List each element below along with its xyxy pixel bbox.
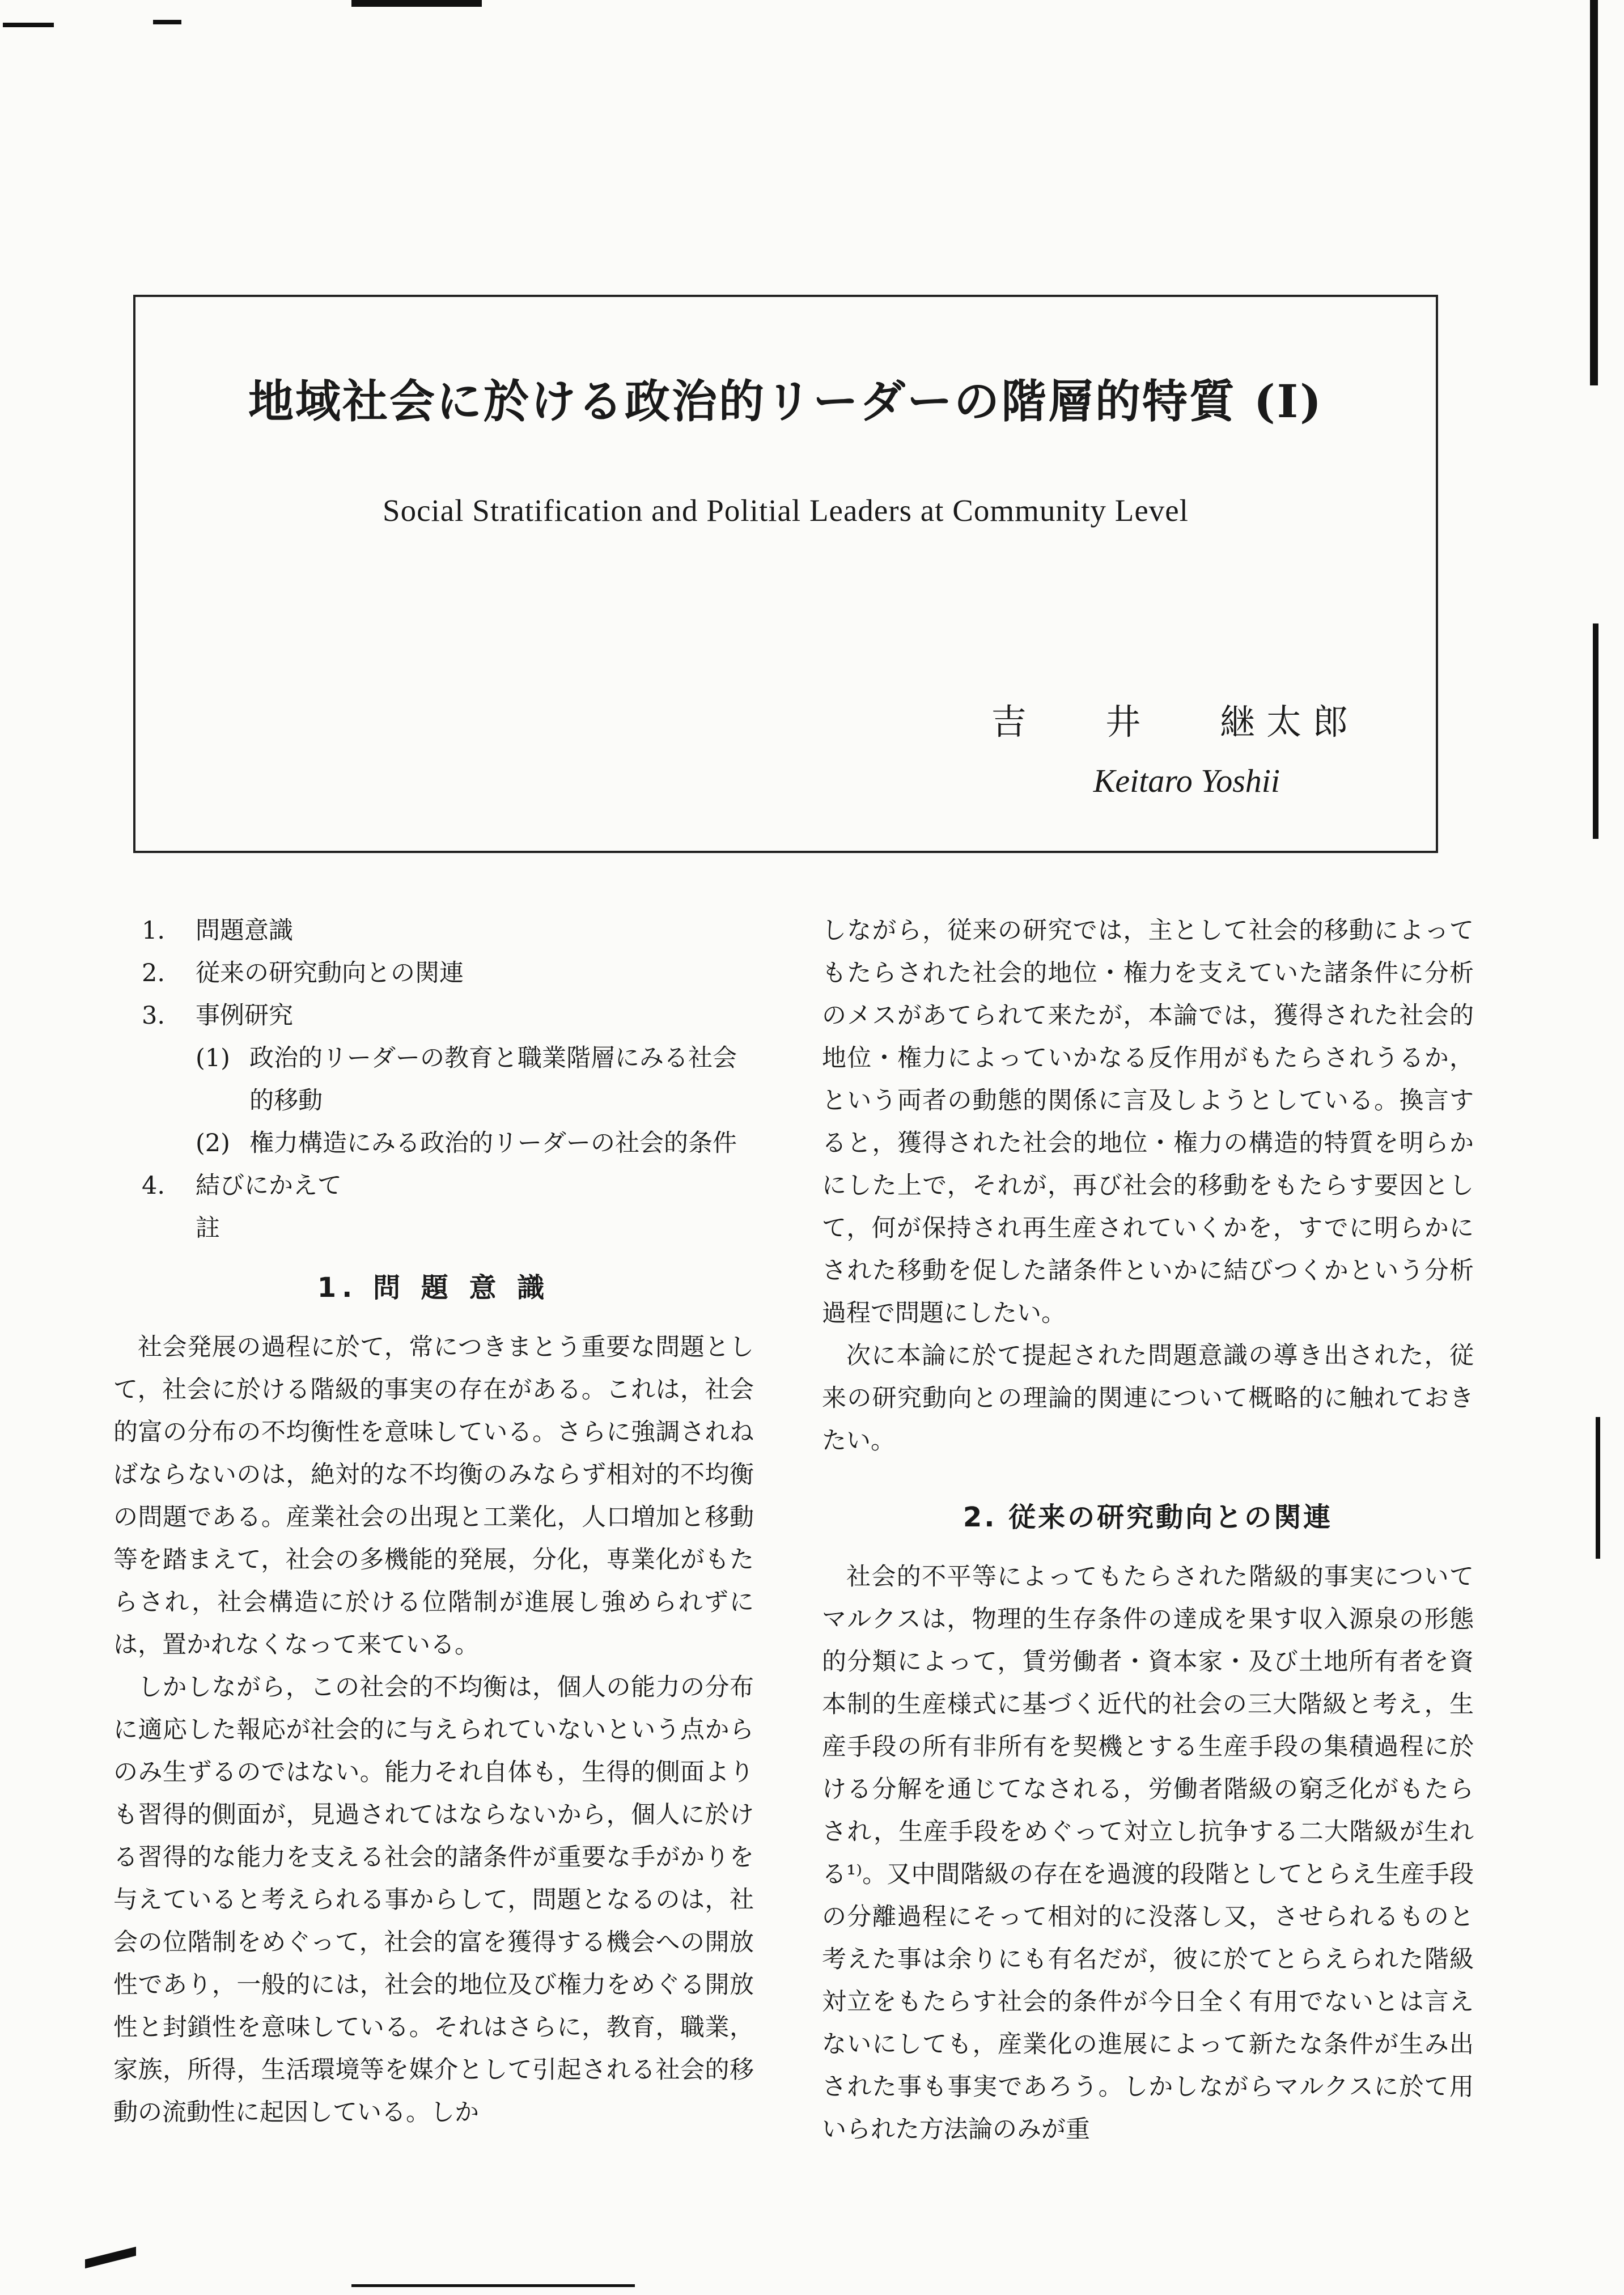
toc-subitem bbox=[113, 1122, 754, 1165]
section-1-paragraph: 次に本論に於て提起された問題意識の導き出された，従来の研究動向との理論的関連について概略的に触れておきたい。 bbox=[822, 1342, 1474, 1455]
toc-item-label: 従来の研究動向との関連 bbox=[196, 959, 464, 987]
toc-item-label: 問題意識 bbox=[196, 917, 293, 945]
author-name-english: Keitaro Yoshii bbox=[1093, 762, 1280, 799]
toc-item-number: 2. bbox=[142, 959, 166, 987]
toc-item-label: 事例研究 bbox=[196, 1002, 293, 1030]
toc-subitem-label: 政治的リーダーの教育と職業階層にみる社会的移動 bbox=[249, 1044, 737, 1115]
toc-item bbox=[113, 995, 754, 1037]
toc-item-number: 1. bbox=[142, 917, 166, 945]
section-2-paragraph: 社会的不平等によってもたらされた階級的事実についてマルクスは，物理的生存条件の達成を果す収入源泉の形態的分類によって，賃労働者・資本家・及び土地所有者を資本制的生産様式に基づく近代的社会の三大階級と考え，生産手段の所有非所有を契機とする生産手段の集積過程に於ける分解を通じてなされる，労働者階級の窮乏化がもたらされ，生産手段をめぐって対立し抗争する二大階級が生れる¹⁾。又中間階級の存在を過渡的段階としてとらえ生産手段の分離過程にそって相対的に没落し又，させられるものと考えた事は余りにも有名だが，彼に於てとらえられた階級対立をもたらす社会的条件が今日全く有用でないとは言えないにしても，産業化の進展によって新たな条件が生み出された事も事実であろう。しかしながらマルクスに於て用いられた方法論のみが重 bbox=[822, 1563, 1474, 2144]
toc-item-number: 4. bbox=[142, 1172, 166, 1200]
scan-mark-top-left bbox=[3, 23, 54, 27]
left-column bbox=[113, 910, 754, 2134]
section-1-paragraph-continued: しながら，従来の研究では，主として社会的移動によってもたらされた社会的地位・権力を支えていた諸条件に分析のメスがあてられて来たが，本論では，獲得された社会的地位・権力によっていかなる反作用がもたらされうるか，という両者の動態的関係に言及しようとしている。換言すると，獲得された社会的地位・権力の構造的特質を明らかにした上で，それが，再び社会的移動をもたらす要因として，何が保持され再生産されていくかを，すでに明らかにされた移動を促した諸条件といかに結びつくかという分析過程で問題にしたい。 bbox=[822, 917, 1474, 1327]
paper-title-japanese: 地域社会に於ける政治的リーダーの階層的特質 (I) bbox=[248, 375, 1323, 428]
section-2-heading: 2. 従来の研究動向との関連 bbox=[962, 1501, 1333, 1533]
toc-item-number: 3. bbox=[142, 1002, 166, 1030]
title-box bbox=[133, 295, 1438, 853]
scan-edge-right-lower bbox=[1593, 623, 1598, 839]
scan-edge-right-upper bbox=[1590, 0, 1598, 385]
toc-note bbox=[113, 1207, 754, 1250]
toc-subitem-number: (2) bbox=[196, 1129, 230, 1157]
paper-title-english: Social Stratification and Politial Leaders at Community Level bbox=[383, 493, 1189, 528]
scan-mark-top-left-dash bbox=[153, 20, 181, 24]
table-of-contents bbox=[113, 910, 754, 1250]
section-1-paragraph: しかしながら，この社会的不均衡は，個人の能力の分布に適応した報応が社会的に与えられていないという点からのみ生ずるのではない。能力それ自体も，生得的側面よりも習得的側面が，見過されてはならないから，個人に於ける習得的な能力を支える社会的諸条件が重要な手がかりを与えていると考えられる事からして，問題となるのは，社会の位階制をめぐって，社会的富を獲得する機会への開放性であり，一般的には，社会的地位及び権力をめぐる開放性と封鎖性を意味している。それはさらに，教育，職業，家族，所得，生活環境等を媒介として引起される社会的移動の流動性に起因している。しか bbox=[113, 1673, 754, 2127]
toc-item bbox=[113, 910, 754, 952]
toc-item bbox=[113, 1165, 754, 1207]
section-1-heading: 1. 問 題 意 識 bbox=[317, 1272, 550, 1304]
toc-subitem-number: (1) bbox=[196, 1044, 230, 1072]
toc-item bbox=[113, 952, 754, 995]
toc-subitem bbox=[113, 1037, 754, 1122]
author-name-japanese: 吉 井 継太郎 bbox=[991, 701, 1359, 743]
toc-note-label: 註 bbox=[196, 1214, 220, 1242]
right-column bbox=[822, 910, 1474, 2151]
scan-mark-bottom-center bbox=[351, 2284, 635, 2287]
section-1-paragraph: 社会発展の過程に於て，常につきまとう重要な問題として，社会に於ける階級的事実の存在がある。これは，社会的富の分布の不均衡性を意味している。さらに強調されねばならないのは，絶対的な不均衡のみならず相対的不均衡の問題である。産業社会の出現と工業化，人口増加と移動等を踏まえて，社会の多機能的発展，分化，専業化がもたらされ，社会構造に於ける位階制が進展し強められずには，置かれなくなって来ている。 bbox=[113, 1333, 754, 1659]
toc-item-label: 結びにかえて bbox=[196, 1172, 342, 1200]
scan-mark-top-center bbox=[351, 0, 482, 7]
scan-edge-right-mid bbox=[1596, 1417, 1600, 1559]
toc-subitem-label: 権力構造にみる政治的リーダーの社会的条件 bbox=[249, 1129, 737, 1157]
scan-mark-bottom-left bbox=[85, 2247, 136, 2268]
